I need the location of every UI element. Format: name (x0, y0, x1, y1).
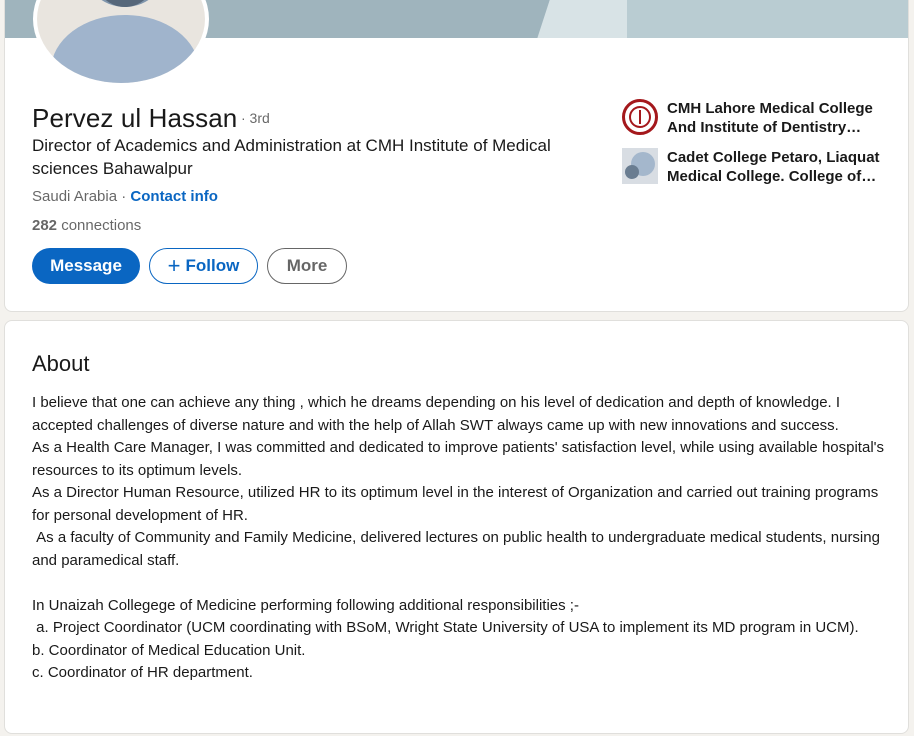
about-line (32, 572, 892, 595)
connections-count[interactable] (32, 217, 141, 234)
education-name: CMH Lahore Medical College And Institute of Dentistry… (667, 100, 873, 136)
about-title: About (32, 351, 90, 376)
about-text (32, 392, 892, 685)
college-placeholder-logo-icon (622, 148, 658, 184)
connections-label: connections (61, 217, 142, 234)
connection-degree: · 3rd (241, 110, 270, 126)
profile-headline: Director of Academics and Administration at CMH Institute of Medical sciences Bahawalpur (32, 136, 551, 178)
education-name: Cadet College Petaro, Liaquat Medical College. College of… (667, 149, 880, 185)
location-line (32, 188, 218, 205)
cmh-lahore-logo-icon (622, 99, 658, 135)
plus-icon: + (167, 253, 181, 278)
about-line: In Unaizah Collegege of Medicine performing following additional responsibilities ;- (32, 596, 579, 614)
avatar[interactable] (33, 0, 209, 87)
location-text: Saudi Arabia · (32, 188, 127, 205)
about-line: As a Director Human Resource, utilized HR to its optimum level in the interest of Organization and carried out training programs for personal development of HR. (32, 484, 883, 524)
about-line: c. Coordinator of HR department. (32, 664, 253, 681)
more-button[interactable]: More (267, 248, 347, 284)
about-line: b. Coordinator of Medical Education Unit. (32, 641, 306, 659)
connections-number: 282 (32, 217, 58, 234)
about-line: As a faculty of Community and Family Medicine, delivered lectures on public health to undergraduate medical students, nursing and paramedical staff. (32, 529, 885, 569)
message-button[interactable]: Message (32, 248, 140, 284)
about-line: a. Project Coordinator (UCM coordinating with BSoM, Wright State University of USA to implement its MD program in UCM). (32, 619, 859, 636)
about-line: As a Health Care Manager, I was committed and dedicated to improve patients' satisfaction level, while using available hospital's resources to its optimum levels. (32, 439, 889, 479)
education-item[interactable] (622, 148, 892, 186)
follow-button[interactable] (149, 248, 258, 284)
profile-name: Pervez ul Hassan (32, 103, 238, 133)
education-item[interactable] (622, 99, 892, 137)
about-section (4, 320, 909, 734)
about-line: I believe that one can achieve any thing , which he dreams depending on his level of dedication and depth of knowledge. I accepted challenges of diverse nature and with the help of Allah SWT always came up with new innovations and success. (32, 394, 845, 434)
profile-top-card (4, 0, 909, 312)
follow-label: Follow (185, 256, 240, 275)
contact-info-link[interactable]: Contact info (130, 188, 218, 205)
